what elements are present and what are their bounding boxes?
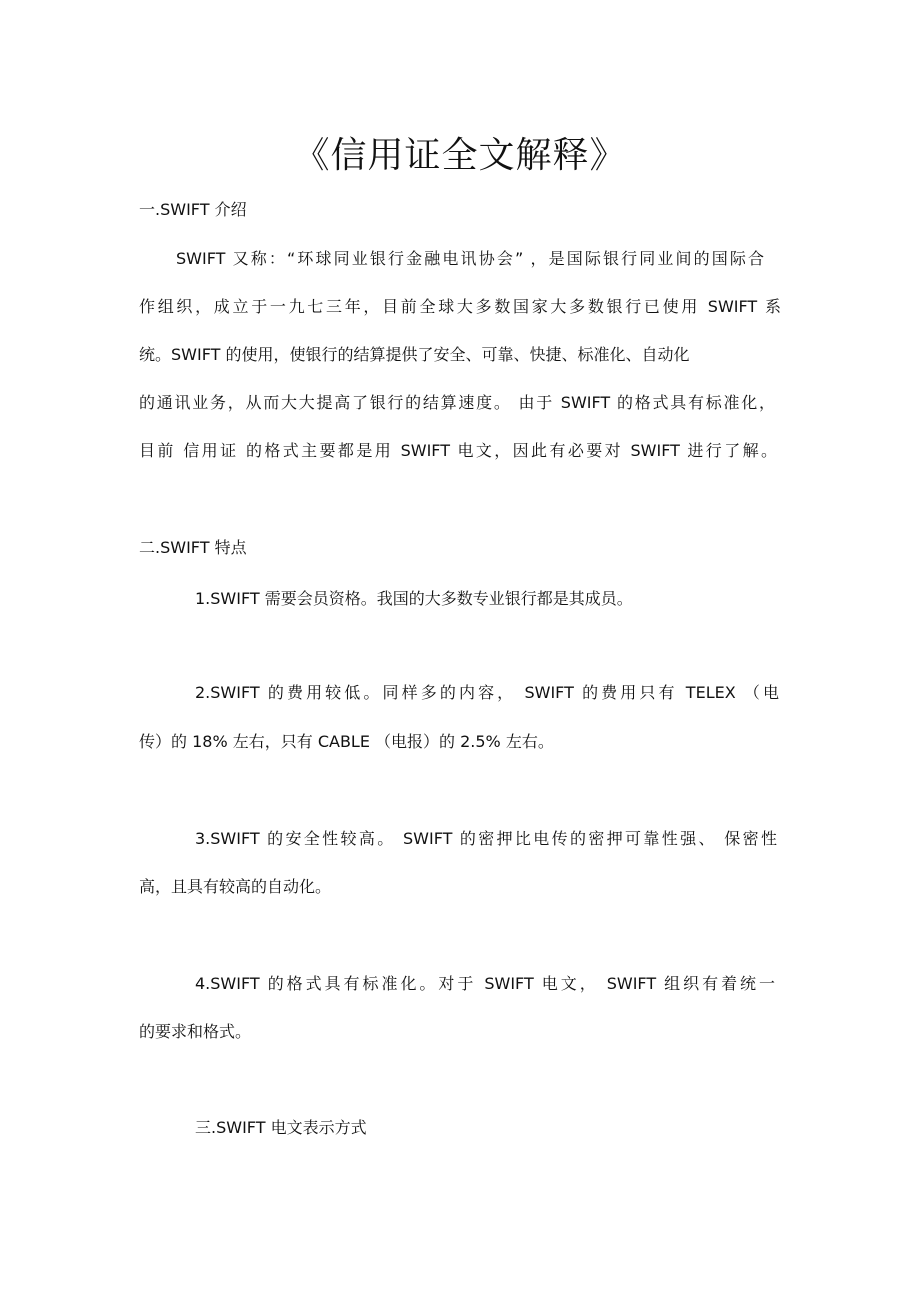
section-heading-intro: 一.SWIFT 介绍 <box>139 200 247 219</box>
document-title: 《信用证全文解释》 <box>293 135 627 176</box>
paragraph-line: 作组织，成立于一九七三年，目前全球大多数国家大多数银行已使用 SWIFT 系 <box>139 297 781 316</box>
paragraph-line: SWIFT 又称：“环球同业银行金融电讯协会” ，是国际银行同业间的国际合 <box>176 249 764 268</box>
feature-point-line: 2.SWIFT 的费用较低。同样多的内容， SWIFT 的费用只有 TELEX （电 <box>195 683 779 702</box>
feature-point-line: 4.SWIFT 的格式具有标准化。对于 SWIFT 电文， SWIFT 组织有着统一 <box>195 974 775 993</box>
paragraph-line: 目前 信用证 的格式主要都是用 SWIFT 电文，因此有必要对 SWIFT 进行了解。 <box>139 441 777 460</box>
paragraph-line: 的通讯业务，从而大大提高了银行的结算速度。 由于 SWIFT 的格式具有标准化， <box>139 393 775 412</box>
section-heading-message-format: 三.SWIFT 电文表示方式 <box>195 1118 367 1137</box>
feature-point-line: 3.SWIFT 的安全性较高。 SWIFT 的密押比电传的密押可靠性强、 保密性 <box>195 829 777 848</box>
section-heading-features: 二.SWIFT 特点 <box>139 538 247 557</box>
feature-point-line: 高，且具有较高的自动化。 <box>139 877 332 896</box>
feature-point-line: 1.SWIFT 需要会员资格。我国的大多数专业银行都是其成员。 <box>195 589 633 608</box>
feature-point-line: 的要求和格式。 <box>139 1022 252 1041</box>
paragraph-line: 统。SWIFT 的使用，使银行的结算提供了安全、可靠、快捷、标准化、自动化 <box>139 345 690 364</box>
feature-point-line: 传）的 18% 左右，只有 CABLE （电报）的 2.5% 左右。 <box>139 732 554 751</box>
